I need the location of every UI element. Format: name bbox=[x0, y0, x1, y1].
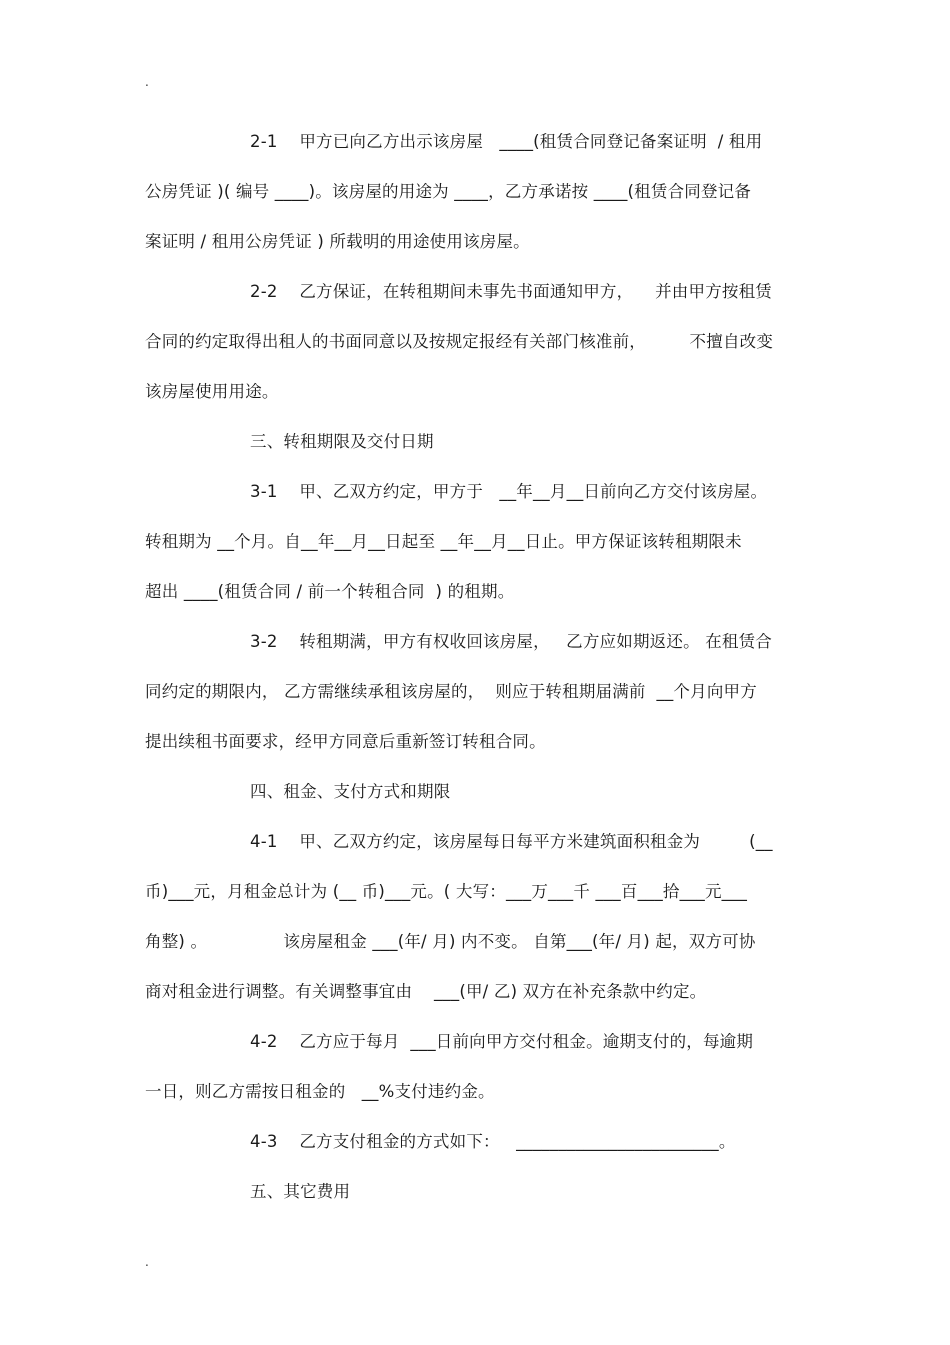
clause-3-2-line-1: 3-2 转租期满，甲方有权收回该房屋， 乙方应如期返还。 在租赁合 bbox=[250, 632, 773, 651]
clause-4-1-line-1: 4-1 甲、乙双方约定，该房屋每日每平方米建筑面积租金为 (__ bbox=[250, 832, 773, 851]
clause-2-1-line-2: 公房凭证 )( 编号 ____)。该房屋的用途为 ____，乙方承诺按 ____(租赁合同登记备 bbox=[145, 182, 752, 201]
section-3-heading: 三、转租期限及交付日期 bbox=[250, 432, 434, 451]
clause-2-1-line-3: 案证明 / 租用公房凭证 ) 所载明的用途使用该房屋。 bbox=[145, 232, 530, 251]
clause-3-2-line-2: 同约定的期限内， 乙方需继续承租该房屋的， 则应于转租期届满前 __个月向甲方 bbox=[145, 682, 757, 701]
clause-4-2-line-1: 4-2 乙方应于每月 ___日前向甲方交付租金。逾期支付的，每逾期 bbox=[250, 1032, 754, 1051]
clause-3-1-line-1: 3-1 甲、乙双方约定，甲方于 __年__月__日前向乙方交付该房屋。 bbox=[250, 482, 768, 501]
clause-3-2-line-3: 提出续租书面要求，经甲方同意后重新签订转租合同。 bbox=[145, 732, 546, 751]
clause-2-2-line-2: 合同的约定取得出租人的书面同意以及按规定报经有关部门核准前， 不擅自改变 bbox=[145, 332, 774, 351]
clause-3-1-line-3: 超出 ____(租赁合同 / 前一个转租合同 ) 的租期。 bbox=[145, 582, 515, 601]
clause-2-1-line-1: 2-1 甲方已向乙方出示该房屋 ____(租赁合同登记备案证明 / 租用 bbox=[250, 132, 763, 151]
clause-2-2-line-3: 该房屋使用用途。 bbox=[145, 382, 279, 401]
top-page-marker: . bbox=[145, 75, 149, 89]
clause-3-1-line-2: 转租期为 __个月。自__年__月__日起至 __年__月__日止。甲方保证该转租期限未 bbox=[145, 532, 742, 551]
clause-4-1-line-4: 商对租金进行调整。有关调整事宜由 ___(甲/ 乙) 双方在补充条款中约定。 bbox=[145, 982, 707, 1001]
clause-2-2-line-1: 2-2 乙方保证，在转租期间未事先书面通知甲方， 并由甲方按租赁 bbox=[250, 282, 773, 301]
section-4-heading: 四、租金、支付方式和期限 bbox=[250, 782, 451, 801]
clause-4-1-line-3: 角整) 。 该房屋租金 ___(年/ 月) 内不变。 自第___(年/ 月) 起，双方可协 bbox=[145, 932, 756, 951]
clause-4-1-line-2: 币)___元，月租金总计为 (__ 币)___元。( 大写：___万___千 ___百___拾___元___ bbox=[145, 882, 748, 901]
section-5-heading: 五、其它费用 bbox=[250, 1182, 351, 1201]
clause-4-3-line-1: 4-3 乙方支付租金的方式如下： ________________________。 bbox=[250, 1132, 736, 1151]
bottom-page-marker: . bbox=[145, 1255, 149, 1269]
clause-4-2-line-2: 一日，则乙方需按日租金的 __%支付违约金。 bbox=[145, 1082, 495, 1101]
